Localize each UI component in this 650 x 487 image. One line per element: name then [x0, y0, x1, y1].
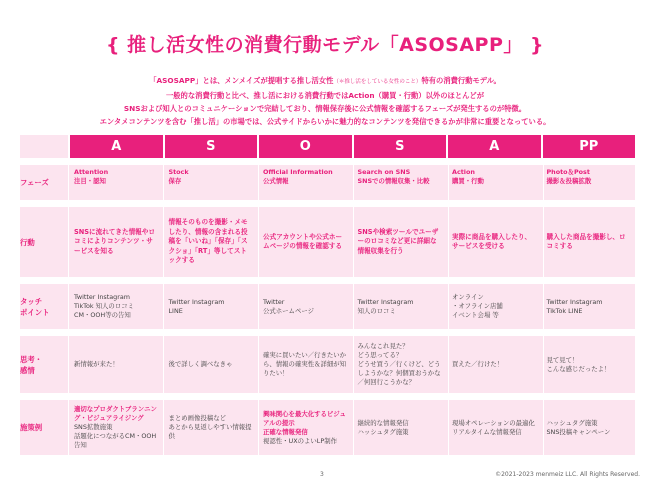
touchpoint-cell	[448, 284, 541, 329]
column-divider	[68, 158, 69, 460]
measure-text: 現場オペレーションの最適化 リアルタイムな情報発信	[452, 418, 535, 436]
action-cell	[259, 207, 352, 277]
touchpoint-cell	[543, 284, 636, 329]
phase-cell: Photo＆Post 撮影＆投稿拡散	[546, 168, 592, 185]
thought-cell	[259, 336, 352, 393]
measure-cell	[543, 400, 636, 455]
measure-cell	[70, 400, 163, 455]
intro-line-2: 一般的な消費行動と比べ、推し活における消費行動ではAction（購買・行動）以外のほとんどが	[165, 91, 485, 100]
column-header-o: O	[259, 135, 352, 158]
action-text: 公式アカウントや公式ホームページの情報を確認する	[263, 232, 343, 250]
touchpoint-text: Twitter Instagram TikTok LINE	[546, 297, 603, 315]
thought-text: 見て見て！ こんな感じだったよ！	[546, 355, 611, 373]
measure-cell	[354, 400, 447, 455]
measure-highlight: 適切なプロダクトブランニング・ビジュアライジング	[74, 405, 157, 422]
intro-text	[10, 74, 640, 128]
action-cell	[165, 207, 258, 277]
measure-text: 視認性・UXのよいLP制作	[263, 436, 337, 445]
intro-line-1-post: 特有の消費行動モデル。	[421, 76, 501, 85]
thought-text: みんなこれ見た？ どう思ってる？ どうせ買う／行くけど、どうしようかな？何個買おうかな／何回行こうかな？	[357, 342, 441, 386]
touchpoint-text: Twitter Instagram 知人のロコミ	[357, 297, 414, 315]
touchpoint-cell	[165, 284, 258, 329]
action-cell	[354, 207, 447, 277]
thought-text: 確実に買いたい／行きたいから、情報の確実性＆詳細が知りたい！	[263, 351, 347, 377]
column-divider	[258, 158, 259, 460]
thought-text: 買えた／行けた！	[452, 360, 504, 368]
intro-line-4: エンタメコンテンツを含む「推し活」の市場では、公式サイドからいかに魅力的なコンテンツを発信できるかが非常に重要となっている。	[99, 117, 551, 126]
column-divider	[353, 158, 354, 460]
touchpoint-text: Twitter 公式ホームページ	[263, 297, 314, 315]
phase-cell: Stock 保存	[168, 168, 189, 185]
touchpoint-text: Twitter Instagram TikTok 知人のロコミ CM・OOH等の告知	[74, 293, 134, 319]
action-text: 情報そのものを撮影・メモしたり、情報の含まれる投稿を「いいね」「保存」「スクショ」「RT」等してストックする	[168, 218, 248, 265]
row-label-phase: フェーズ	[20, 178, 49, 187]
column-header-a1: A	[70, 135, 163, 158]
touchpoint-cell	[259, 284, 352, 329]
intro-line-1-pre: 「ASOSAPP」とは、メンメイズが提唱する推し活女性	[149, 76, 334, 85]
column-header-pp: PP	[543, 135, 636, 158]
intro-line-3: SNSおよび知人とのコミュニケーションで完結しており、情報保存後に公式情報を確認するフェーズが発生するのが特徴。	[123, 104, 527, 113]
action-text: 購入した商品を撮影し、ロコミする	[546, 232, 626, 250]
action-text: SNSに流れてきた情報やロコミによりコンテンツ・サービスを知る	[74, 227, 155, 255]
action-text: SNSや検索ツールでユーザーのロコミなど更に詳細な情報収集を行う	[357, 227, 439, 255]
row-label-measure: 施策例	[20, 423, 43, 432]
thought-cell	[543, 336, 636, 393]
page-title: { 推し活女性の消費行動モデル「ASOSAPP」 }	[105, 34, 545, 56]
measure-text: ハッシュタグ施策 SNS投稿キャンペーン	[546, 418, 611, 436]
action-cell	[543, 207, 636, 277]
phase-cell: Official Information 公式情報	[263, 168, 333, 185]
touchpoint-text: オンライン ・オフライン店舗 イベント会場 等	[452, 293, 503, 319]
row-label-thought: 思考・ 感情	[20, 354, 43, 375]
touchpoint-cell	[70, 284, 163, 329]
touchpoint-text: Twitter Instagram LINE	[168, 297, 225, 315]
thought-text: 新情報が来た！	[74, 360, 119, 368]
thought-cell	[165, 336, 258, 393]
phase-cell: Search on SNS SNSでの情報収集・比較	[357, 168, 430, 185]
thought-cell	[70, 336, 163, 393]
column-divider	[543, 158, 544, 460]
page-number: 3	[320, 471, 324, 478]
phase-cell: Attention 注目・認知	[74, 168, 109, 185]
action-cell	[70, 207, 163, 277]
column-divider	[448, 158, 449, 460]
column-header-s1: S	[165, 135, 258, 158]
column-header-a2: A	[448, 135, 541, 158]
thought-cell	[354, 336, 447, 393]
column-divider	[163, 158, 164, 460]
row-label-touchpoint: タッチ ポイント	[20, 296, 50, 317]
thought-cell	[448, 336, 541, 393]
phase-cell: Action 購買・行動	[452, 168, 484, 185]
measure-cell	[448, 400, 541, 455]
table-corner	[20, 135, 68, 158]
column-header-s2: S	[354, 135, 447, 158]
measure-highlight: 興味関心を最大化するビジュアルの提示 正確な情報発信	[263, 409, 346, 436]
measure-cell	[259, 400, 352, 455]
touchpoint-cell	[354, 284, 447, 329]
intro-line-1-note: （＊推し活をしている女性のこと）	[333, 79, 422, 85]
measure-text: SNS拡散施策 話題化につながるCM・OOH告知	[74, 423, 157, 449]
measure-text: 継続的な情報発信 ハッシュタグ施策	[357, 418, 409, 436]
action-cell	[448, 207, 541, 277]
thought-text: 後で詳しく調べなきゃ	[168, 360, 233, 368]
intro-line-1	[10, 74, 640, 89]
measure-cell	[165, 400, 258, 455]
measure-text: まとめ画像投稿など あとから見返しやすい情報提供	[168, 414, 252, 440]
row-label-action: 行動	[20, 237, 35, 247]
action-text: 実際に商品を購入したり、サービスを受ける	[452, 232, 532, 250]
copyright: ©2021-2023 menmeiz LLC. All Rights Reserved.	[495, 471, 640, 478]
